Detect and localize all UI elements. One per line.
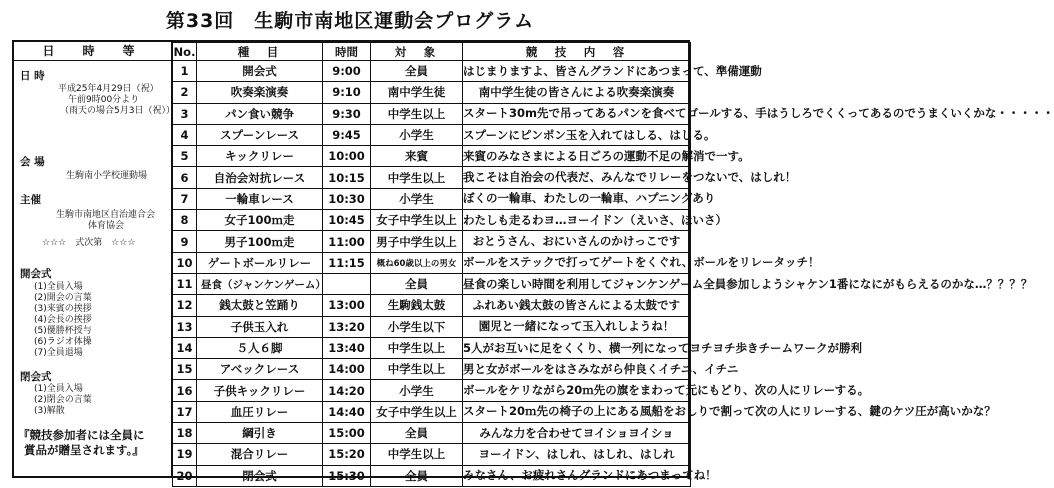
table-header-row	[173, 43, 691, 61]
event-description: 我こそは自治会の代表だ、みんなでリレーをつないで、はしれ！	[463, 167, 691, 188]
event-description: みなさん、お疲れさんグランドにあつまってね！	[463, 465, 691, 486]
event-name: ゲートボールリレー	[197, 252, 323, 273]
event-time: 11:15	[323, 252, 371, 273]
opening-item: (7)全員退場	[34, 348, 83, 358]
event-name: 吹奏楽演奏	[197, 82, 323, 103]
opening-item: (1)全員入場	[34, 282, 83, 292]
event-description: ふれあい銭太鼓の皆さんによる太鼓です	[463, 295, 691, 316]
prize-note-line-2: 賞品が贈呈されます。』	[24, 443, 144, 457]
table-row	[173, 103, 691, 124]
event-time: 10:30	[323, 188, 371, 209]
program-frame	[12, 40, 1054, 483]
event-target: 来賓	[371, 146, 463, 167]
event-description: スタート30m先で吊ってあるパンを食べてゴールする、手はうしろでくくってあるのでうまくいくかな・・・・・	[463, 103, 691, 124]
row-number: 3	[173, 103, 197, 124]
row-number: 8	[173, 210, 197, 231]
event-name: 子供キックリレー	[197, 380, 323, 401]
row-number: 16	[173, 380, 197, 401]
host-heading: 主催	[20, 194, 41, 206]
table-row	[173, 295, 691, 316]
event-name: 綱引き	[197, 423, 323, 444]
event-target: 全員	[371, 465, 463, 486]
event-time: 15:00	[323, 423, 371, 444]
table-row	[173, 188, 691, 209]
event-time: 10:15	[323, 167, 371, 188]
closing-item: (3)解散	[34, 406, 65, 416]
venue-text: 生駒南小学校運動場	[66, 171, 148, 181]
datetime-heading: 日 時	[20, 70, 45, 82]
event-name: キックリレー	[197, 146, 323, 167]
event-description: スタート20ｍ先の椅子の上にある風船をおしりで割って次の人にリレーする、鍵のケツ圧が高いかな？	[463, 401, 691, 422]
host-line-1: 生駒市南地区自治連合会	[56, 210, 156, 220]
program-table	[172, 42, 1054, 487]
row-number: 17	[173, 401, 197, 422]
table-row	[173, 423, 691, 444]
opening-item: (2)開会の言葉	[34, 293, 92, 303]
event-time: 9:30	[323, 103, 371, 124]
ceremony-order-label: ☆☆☆ 式次第 ☆☆☆	[42, 238, 136, 248]
event-description: ボールをステックで打ってゲートをくぐれ、ボールをリレータッチ！	[463, 252, 691, 273]
event-time: 9:45	[323, 124, 371, 145]
row-number: 18	[173, 423, 197, 444]
datetime-line-1: 平成25年4月29日（祝）	[58, 84, 159, 94]
event-target: 女子中学生以上	[371, 210, 463, 231]
event-target: 小学生	[371, 380, 463, 401]
event-name: 子供玉入れ	[197, 316, 323, 337]
event-name: 閉会式	[197, 465, 323, 486]
event-time: 10:45	[323, 210, 371, 231]
event-description: 男と女がボールをはさみながら仲良くイチニ、イチニ	[463, 359, 691, 380]
event-time: 13:20	[323, 316, 371, 337]
prize-note	[18, 428, 168, 458]
event-name: アベックレース	[197, 359, 323, 380]
event-target: 小学生	[371, 124, 463, 145]
row-number: 11	[173, 273, 197, 294]
event-description: スプーンにピンポン玉を入れてはしる、はしる。	[463, 124, 691, 145]
table-row	[173, 82, 691, 103]
event-name: 男子100ｍ走	[197, 231, 323, 252]
table-row	[173, 231, 691, 252]
table-row	[173, 337, 691, 358]
event-target: 全員	[371, 61, 463, 82]
event-target: 中学生以上	[371, 359, 463, 380]
event-target: 概ね60歳以上の男女	[371, 252, 463, 273]
event-time: 14:40	[323, 401, 371, 422]
event-time: 13:40	[323, 337, 371, 358]
closing-item: (2)閉会の言葉	[34, 395, 92, 405]
opening-item: (4)会長の挨拶	[34, 315, 92, 325]
event-name: 一輪車レース	[197, 188, 323, 209]
row-number: 9	[173, 231, 197, 252]
event-target: 男子中学生以上	[371, 231, 463, 252]
row-number: 12	[173, 295, 197, 316]
table-row	[173, 401, 691, 422]
closing-item: (1)全員入場	[34, 384, 83, 394]
event-name: 混合リレー	[197, 444, 323, 465]
row-number: 20	[173, 465, 197, 486]
closing-heading: 閉会式	[20, 371, 52, 383]
table-row	[173, 359, 691, 380]
table-row	[173, 444, 691, 465]
event-description: みんな力を合わせてヨイショヨイショ	[463, 423, 691, 444]
event-name: ５人６脚	[197, 337, 323, 358]
col-header-event: 種 目	[197, 43, 323, 61]
event-name: 銭太鼓と笠踊り	[197, 295, 323, 316]
row-number: 4	[173, 124, 197, 145]
table-row	[173, 124, 691, 145]
event-description: 来賓のみなさまによる日ごろの運動不足の解消で一す。	[463, 146, 691, 167]
row-number: 10	[173, 252, 197, 273]
opening-item: (5)優勝杯授与	[34, 326, 92, 336]
table-row	[173, 167, 691, 188]
event-target: 全員	[371, 423, 463, 444]
event-description: 園児と一緒になって玉入れしようね！	[463, 316, 691, 337]
row-number: 14	[173, 337, 197, 358]
row-number: 7	[173, 188, 197, 209]
event-description: 5人がお互いに足をくくり、横一列になってヨチヨチ歩きチームワークが勝利	[463, 337, 691, 358]
event-time: 9:00	[323, 61, 371, 82]
event-description: おとうさん、おにいさんのかけっこです	[463, 231, 691, 252]
event-target: 小学生	[371, 188, 463, 209]
event-name: 昼食（ジャンケンゲーム）	[197, 273, 323, 294]
col-header-time: 時間	[323, 43, 371, 61]
host-line-2: 体育協会	[88, 221, 125, 231]
event-time: 14:00	[323, 359, 371, 380]
event-target: 中学生以上	[371, 103, 463, 124]
table-row	[173, 316, 691, 337]
event-time: 11:00	[323, 231, 371, 252]
table-row	[173, 273, 691, 294]
row-number: 6	[173, 167, 197, 188]
event-target: 中学生以上	[371, 337, 463, 358]
event-description: はじまりますよ、皆さんグランドにあつまって、準備運動	[463, 61, 691, 82]
event-name: パン食い競争	[197, 103, 323, 124]
datetime-line-2: 午前9時00分より	[68, 95, 140, 105]
event-target: 南中学生徒	[371, 82, 463, 103]
event-description: ボールをケリながら20ｍ先の旗をまわって元にもどり、次の人にリレーする。	[463, 380, 691, 401]
table-row	[173, 210, 691, 231]
event-name: 血圧リレー	[197, 401, 323, 422]
event-target: 生駒銭太鼓	[371, 295, 463, 316]
table-row	[173, 61, 691, 82]
event-target: 女子中学生以上	[371, 401, 463, 422]
opening-item: (6)ラジオ体操	[34, 337, 92, 347]
prize-note-line-1: 『競技参加者には全員に	[18, 428, 145, 442]
col-header-no: No.	[173, 44, 196, 59]
event-time: 15:30	[323, 465, 371, 486]
event-name: 自治会対抗レース	[197, 167, 323, 188]
event-time: 14:20	[323, 380, 371, 401]
event-time	[323, 273, 371, 294]
venue-heading: 会 場	[20, 156, 45, 168]
row-number: 1	[173, 61, 197, 82]
event-target: 全員	[371, 273, 463, 294]
table-row	[173, 146, 691, 167]
event-name: 女子100ｍ走	[197, 210, 323, 231]
event-description: ぼくの一輪車、わたしの一輪車、ハプニングあり	[463, 188, 691, 209]
col-header-content: 競 技 内 容	[463, 43, 691, 61]
info-header: 日 時 等	[14, 42, 171, 61]
datetime-line-3: （雨天の場合5月3日（祝））	[60, 106, 175, 116]
opening-item: (3)来賓の挨拶	[34, 304, 92, 314]
row-number: 5	[173, 146, 197, 167]
event-name: 開会式	[197, 61, 323, 82]
event-time: 9:10	[323, 82, 371, 103]
row-number: 2	[173, 82, 197, 103]
table-row	[173, 380, 691, 401]
row-number: 15	[173, 359, 197, 380]
opening-heading: 開会式	[20, 268, 52, 280]
row-number: 19	[173, 444, 197, 465]
table-row	[173, 252, 691, 273]
col-header-target: 対 象	[371, 43, 463, 61]
page-title: 第33回 生駒市南地区運動会プログラム	[165, 10, 535, 32]
event-target: 中学生以上	[371, 167, 463, 188]
row-number: 13	[173, 316, 197, 337]
event-time: 10:00	[323, 146, 371, 167]
event-description: 南中学生徒の皆さんによる吹奏楽演奏	[463, 82, 691, 103]
event-time: 13:00	[323, 295, 371, 316]
event-time: 15:20	[323, 444, 371, 465]
event-target: 小学生以下	[371, 316, 463, 337]
event-description: ヨーイドン、はしれ、はしれ、はしれ	[463, 444, 691, 465]
info-column	[14, 42, 175, 476]
table-row	[173, 465, 691, 486]
event-description: 昼食の楽しい時間を利用してジャンケンゲーム全員参加しようシャケン1番になにがもらえるのかな…？？？？	[463, 273, 691, 294]
event-target: 中学生以上	[371, 444, 463, 465]
event-name: スプーンレース	[197, 124, 323, 145]
event-description: わたしも走るわヨ…ヨーイドン（えいさ、ほいさ）	[463, 210, 691, 231]
